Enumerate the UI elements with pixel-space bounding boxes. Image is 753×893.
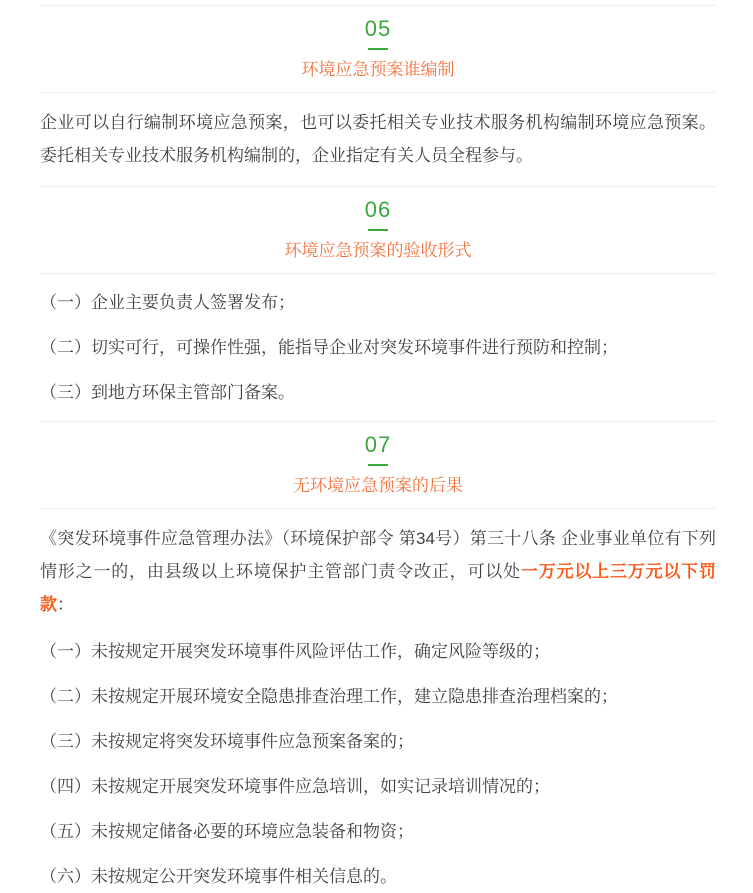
list-item: （一）企业主要负责人签署发布； [40,293,295,312]
section-06-body [40,286,716,409]
list-item: （三）未按规定将突发环境事件应急预案备案的； [40,732,414,751]
paragraph-text: 《突发环境事件应急管理办法》（环境保护部令 第34号）第三十八条 企业事业单位有下列情形之一的，由县级以上环境保护主管部门责令改正，可以处 [40,529,716,581]
section-number: 05 [364,16,392,41]
section-05-body [40,106,716,172]
section-05 [40,5,716,172]
paragraph: 企业可以自行编制环境应急预案，也可以委托相关专业技术服务机构编制环境应急预案。委托相关专业技术服务机构编制的，企业指定有关人员全程参与。 [40,113,716,165]
section-07 [40,421,716,893]
section-number-underline [368,464,388,466]
section-title: 无环境应急预案的后果 [293,476,463,495]
list-item: （二）未按规定开展环境安全隐患排查治理工作，建立隐患排查治理档案的； [40,687,618,706]
section-number: 06 [364,197,392,222]
list-item: （四）未按规定开展突发环境事件应急培训，如实记录培训情况的； [40,777,550,796]
list-item: （二）切实可行，可操作性强，能指导企业对突发环境事件进行预防和控制； [40,338,618,357]
list-item: （五）未按规定储备必要的环境应急装备和物资； [40,822,414,841]
section-number-underline [368,48,388,50]
section-title: 环境应急预案谁编制 [301,60,455,79]
penalty-highlight: 一万元以上三万元以下罚款 [40,562,716,614]
list-item: （六）未按规定公开突发环境事件相关信息的。 [40,867,397,886]
section-06 [40,186,716,409]
paragraph [40,522,716,621]
paragraph-text: ： [57,595,74,614]
section-06-header [40,186,716,274]
section-07-body [40,522,716,893]
section-05-header [40,5,716,93]
list-item: （三）到地方环保主管部门备案。 [40,383,295,402]
section-07-header [40,421,716,509]
section-number: 07 [364,432,392,457]
section-number-underline [368,229,388,231]
list-item: （一）未按规定开展突发环境事件风险评估工作，确定风险等级的； [40,642,550,661]
section-title: 环境应急预案的验收形式 [284,241,472,260]
article [40,0,716,893]
